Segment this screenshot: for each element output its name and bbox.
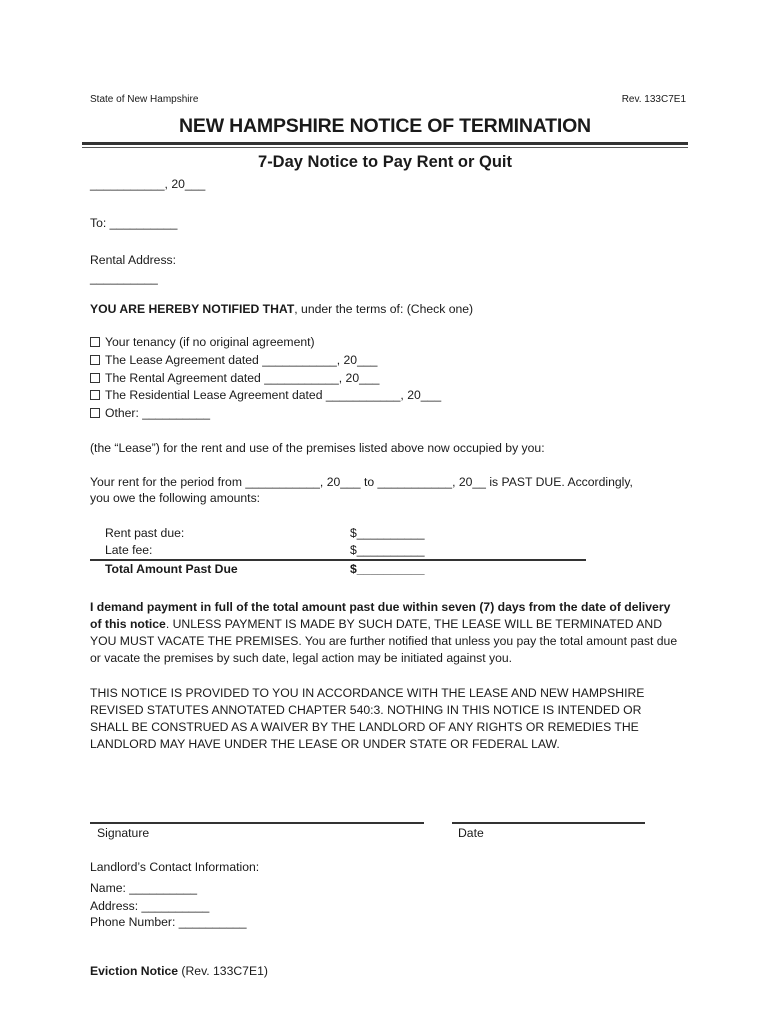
signature-label: Signature (97, 826, 150, 840)
checkbox-icon[interactable] (90, 390, 100, 400)
option-label: The Rental Agreement dated ___________, 20___ (105, 371, 380, 385)
option-lease-agreement[interactable] (90, 353, 377, 367)
option-label: The Residential Lease Agreement dated ___________, 20___ (105, 388, 442, 402)
document-title: NEW HAMPSHIRE NOTICE OF TERMINATION (179, 115, 591, 137)
contact-address: Address: __________ (90, 899, 210, 913)
total-label: Total Amount Past Due (105, 562, 238, 576)
date-line: ___________, 20___ (90, 177, 206, 191)
rent-period-line-2: you owe the following amounts: (90, 491, 261, 505)
footer-rest: (Rev. 133C7E1) (178, 964, 268, 978)
late-fee-label: Late fee: (105, 543, 153, 557)
rent-past-due-label: Rent past due: (105, 526, 185, 540)
lease-line: (the “Lease”) for the rent and use of the premises listed above now occupied by you: (90, 441, 545, 455)
rent-past-due-value: $__________ (350, 526, 425, 540)
option-other[interactable] (90, 406, 210, 420)
rental-address-blank: __________ (90, 271, 158, 285)
footer-bold: Eviction Notice (90, 964, 179, 978)
checkbox-icon[interactable] (90, 408, 100, 418)
notified-line (90, 302, 473, 316)
checkbox-icon[interactable] (90, 355, 100, 365)
checkbox-icon[interactable] (90, 337, 100, 347)
to-line: To: __________ (90, 216, 178, 230)
total-value: $__________ (350, 562, 425, 576)
rent-period-line-1: Your rent for the period from ___________, 20___ to ___________, 20__ is PAST DUE. Accordingly, (90, 475, 633, 489)
demand-paragraph (90, 599, 680, 667)
revision-label: Rev. 133C7E1 (621, 94, 686, 105)
state-label: State of New Hampshire (90, 94, 199, 105)
option-residential-lease[interactable] (90, 388, 441, 402)
demand-rest: . UNLESS PAYMENT IS MADE BY SUCH DATE, THE LEASE WILL BE TERMINATED AND YOU MUST VACATE THE PREMISES. You are further notified that unless you pay the total amount past due or vacate the premises by such date, legal action may be initiated against you. (90, 617, 678, 665)
option-label: The Lease Agreement dated ___________, 20___ (105, 353, 378, 367)
signature-line[interactable] (90, 822, 424, 824)
date-signature-line[interactable] (452, 822, 645, 824)
option-tenancy[interactable] (90, 335, 315, 349)
contact-phone: Phone Number: __________ (90, 915, 247, 929)
option-rental-agreement[interactable] (90, 371, 379, 385)
late-fee-value: $__________ (350, 543, 425, 557)
footer (90, 964, 268, 978)
contact-name: Name: __________ (90, 881, 198, 895)
date-label: Date (458, 826, 484, 840)
option-label: Your tenancy (if no original agreement) (105, 335, 315, 349)
notified-rest: , under the terms of: (Check one) (294, 302, 474, 316)
document-subtitle: 7-Day Notice to Pay Rent or Quit (258, 153, 512, 171)
option-label: Other: __________ (105, 406, 211, 420)
contact-heading: Landlord’s Contact Information: (90, 860, 260, 874)
title-rule-thick (82, 142, 688, 145)
statute-paragraph: THIS NOTICE IS PROVIDED TO YOU IN ACCORDANCE WITH THE LEASE AND NEW HAMPSHIRE REVISED STATUTES ANNOTATED CHAPTER 540:3. NOTHING IN THIS NOTICE IS INTENDED OR SHALL BE CONSTRUED AS A WAIVER BY THE LANDLORD OF ANY RIGHTS OR REMEDIES THE LANDLORD MAY HAVE UNDER THE LEASE OR UNDER STATE OR FEDERAL LAW. (90, 686, 645, 751)
checkbox-icon[interactable] (90, 373, 100, 383)
notified-bold: YOU ARE HEREBY NOTIFIED THAT (90, 302, 295, 316)
total-divider (90, 559, 586, 561)
title-rule-thin (82, 147, 688, 148)
rental-address-label: Rental Address: (90, 253, 177, 267)
demand-bold: I demand payment in full of the total amount past due within seven (7) days from the date of delivery of this notice (90, 600, 671, 631)
